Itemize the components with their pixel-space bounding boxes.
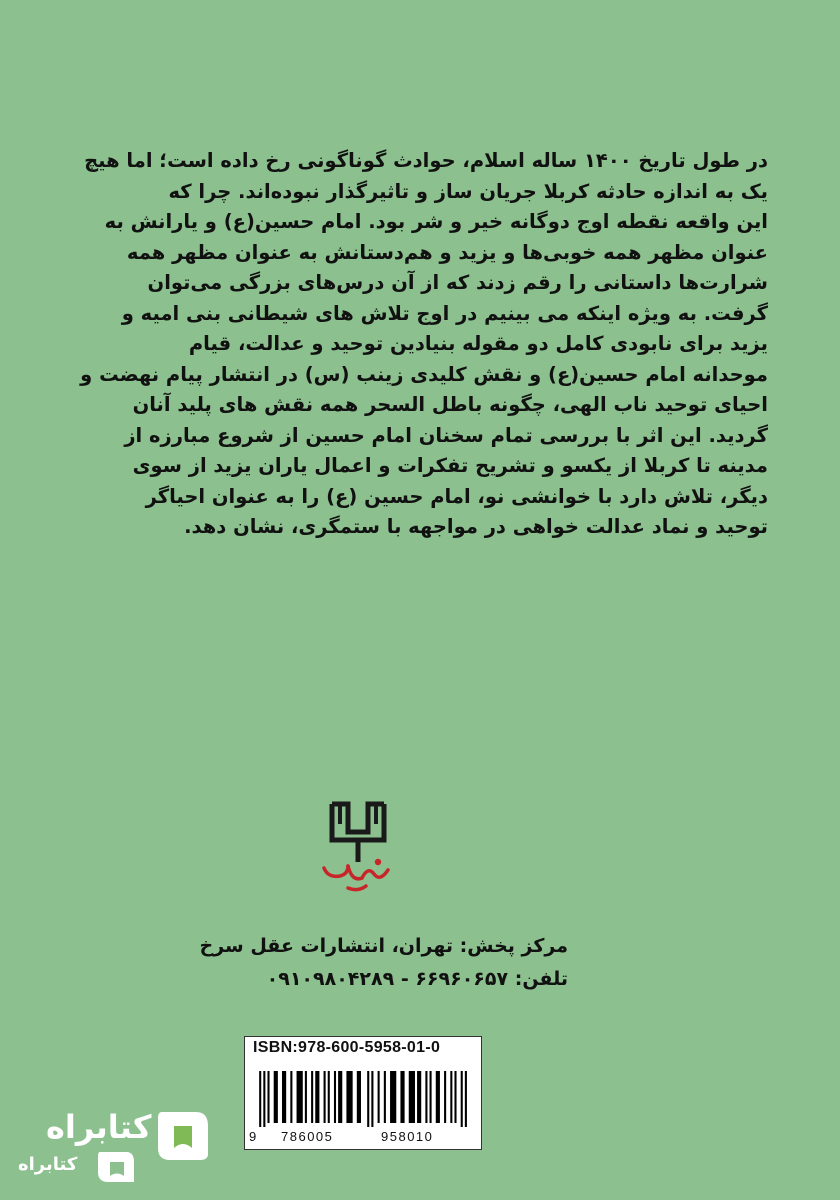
distribution-center: مرکز پخش: تهران، انتشارات عقل سرخ — [199, 935, 568, 957]
publisher-logo — [318, 796, 398, 896]
isbn-label: ISBN:978-600-5958-01-0 — [253, 1039, 441, 1056]
ketabrah-logo-icon — [152, 1104, 214, 1164]
logo-calligraphy — [324, 861, 388, 890]
barcode-bar — [290, 1071, 292, 1123]
blurb-line: توحید و نماد عدالت خواهی در مواجهه با ستمگری، نشان دهد. — [184, 515, 768, 538]
blurb-line: شرارت‌ها داستانی را رقم زدند که از آن درس‌های بزرگی می‌توان — [147, 271, 768, 294]
barcode-bar — [367, 1071, 369, 1127]
barcode-bar — [409, 1071, 415, 1123]
barcode-bar — [328, 1071, 330, 1123]
barcode-bar — [390, 1071, 396, 1123]
barcode-bar — [430, 1071, 432, 1123]
barcode-bar — [450, 1071, 452, 1123]
blurb-line: مدینه تا کربلا از یکسو و تشریح تفکرات و اعمال یاران یزید از سوی — [132, 454, 768, 477]
blurb-line: یزید برای نابودی کامل دو مقوله بنیادین توحید و عدالت، قیام — [188, 332, 768, 355]
barcode-bar — [417, 1071, 421, 1123]
blurb-line: گرفت. به ویژه اینکه می بینیم در اوج تلاش های شیطانی بنی امیه و — [121, 301, 768, 325]
blurb-line: موحدانه امام حسین(ع) و نقش کلیدی زینب (س) در انتشار پیام نهضت و — [80, 362, 768, 386]
blurb-line: احیای توحید ناب الهی، چگونه باطل السحر همه نقش های پلید آنان — [132, 393, 768, 416]
watermark-name-small: کتابراه — [18, 1154, 78, 1175]
barcode-bar — [378, 1071, 380, 1123]
blurb-line: دیگر، تلاش دارد با خوانشی نو، امام حسین (ع) را به عنوان احیاگر — [145, 484, 768, 508]
barcode-bar — [465, 1071, 467, 1127]
barcode-digits-right: 958010 — [381, 1129, 434, 1144]
barcode-bar — [259, 1071, 261, 1127]
blurb-line: عنوان مظهر همه خوبی‌ها و یزید و هم‌دستانش به عنوان مظهر همه — [126, 240, 768, 264]
barcode-bar — [267, 1071, 269, 1123]
barcode-bar — [461, 1071, 463, 1127]
barcode-bar — [357, 1071, 361, 1123]
barcode-bar — [400, 1071, 404, 1123]
watermark-name: کتابراه — [46, 1108, 152, 1146]
ketabrah-watermark — [6, 1100, 211, 1190]
book-frame-icon — [332, 804, 384, 862]
barcode-bar — [315, 1071, 319, 1123]
ketabrah-small-icon — [94, 1146, 138, 1188]
blurb-line: یک به اندازه حادثه کربلا جریان ساز و تاثیرگذار نبوده‌اند. چرا که — [168, 179, 768, 203]
distribution-info — [199, 930, 568, 996]
barcode — [255, 1071, 473, 1127]
barcode-bar — [297, 1071, 303, 1123]
barcode-digit-first: 9 — [249, 1129, 257, 1144]
barcode-bar — [444, 1071, 446, 1123]
isbn-barcode-box — [244, 1036, 482, 1150]
blurb-line: در طول تاریخ ۱۴۰۰ ساله اسلام، حوادث گوناگونی رخ داده است؛ اما هیچ — [84, 149, 768, 172]
barcode-bar — [425, 1071, 427, 1123]
blurb-line: این واقعه نقطه اوج دوگانه خیر و شر بود. امام حسین(ع) و یارانش به — [104, 210, 768, 233]
barcode-bar — [436, 1071, 440, 1123]
barcode-bar — [384, 1071, 386, 1123]
barcode-bar — [305, 1071, 307, 1123]
barcode-digits-left: 786005 — [281, 1129, 334, 1144]
barcode-digits — [245, 1129, 481, 1147]
barcode-bar — [311, 1071, 313, 1123]
barcode-bar — [263, 1071, 265, 1127]
barcode-bar — [282, 1071, 286, 1123]
barcode-bar — [338, 1071, 342, 1123]
barcode-bar — [274, 1071, 278, 1123]
barcode-bar — [334, 1071, 336, 1123]
barcode-bar — [346, 1071, 352, 1123]
blurb-line: گردید. این اثر با بررسی تمام سخنان امام حسین از شروع مبارزه از — [124, 423, 768, 447]
back-cover-blurb — [78, 146, 768, 543]
phone-numbers: تلفن: ۶۶۹۶۰۶۵۷ - ۰۹۱۰۹۸۰۴۲۸۹ — [266, 968, 568, 990]
barcode-bar — [454, 1071, 456, 1123]
barcode-bar — [371, 1071, 373, 1127]
barcode-bar — [324, 1071, 326, 1123]
